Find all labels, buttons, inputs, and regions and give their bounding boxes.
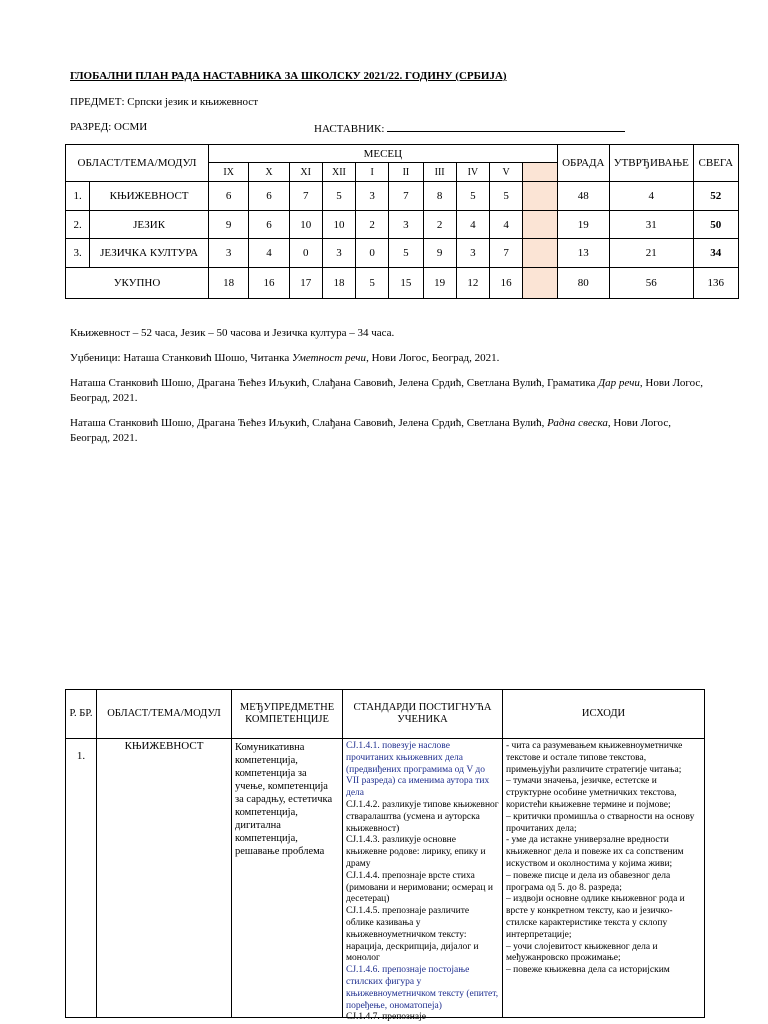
month-value: 5 [456,182,489,211]
header-svega: СВЕГА [693,145,738,182]
row-area: ЈЕЗИЧКА КУЛТУРА [90,239,209,268]
month-header: I [356,163,389,182]
header-competences: МЕЂУПРЕДМЕТНЕ КОМПЕТЕНЦИЈЕ [232,690,343,739]
grammar-title: Дар речи [598,377,640,389]
month-value: 5 [490,182,523,211]
header-utvrdjivanje: УТВРЂИВАЊЕ [609,145,693,182]
month-header: X [249,163,289,182]
row-area: КЊИЖЕВНОСТ [97,739,232,1018]
svega-value: 52 [693,182,738,211]
standard-item: СЈ.1.4.6. препознаје постојање стилских фигура у књижевноуметничком тексту (епитет, поређење, ономатопеја) [346,965,499,1011]
header-area: ОБЛАСТ/ТЕМА/МОДУЛ [97,690,232,739]
workbook-note [70,416,710,446]
total-month-value: 18 [209,268,249,299]
month-value: 3 [209,239,249,268]
textbooks-title: Уметност речи [291,352,367,364]
grammar-prefix: Наташа Станковић Шошо, Драгана Ћећез Иљукић, Слађана Савовић, Јелена Срдић, Светлана Вулић, Граматика [70,377,599,389]
standard-item: СЈ.1.4.2. разликује типове књижевног стваралаштва (усмена и ауторска књижевност) [346,799,499,834]
grammar-note [70,376,710,406]
row-number: 1. [66,739,97,1018]
month-header: XI [289,163,322,182]
standard-item: СЈ.1.4.4. препознаје врсте стиха (римовани и неримовани; осмерац и десетерац) [346,870,493,905]
obrada-value: 48 [557,182,609,211]
month-value: 3 [389,211,423,239]
row-number: 1. [66,182,90,211]
workbook-suffix: , Нови Логос, Београд, 2021. [70,417,671,444]
utvrdjivanje-value: 31 [609,211,693,239]
workbook-prefix: Наташа Станковић Шошо, Драгана Ћећез Иљукић, Слађана Савовић, Јелена Срдић, Светлана Вулић, [70,417,548,429]
month-value: 8 [423,182,456,211]
month-value: 7 [289,182,322,211]
total-month-value: 19 [423,268,456,299]
total-utvrdjivanje: 56 [609,268,693,299]
page-title: ГЛОБАЛНИ ПЛАН РАДА НАСТАВНИКА ЗА ШКОЛСКУ 2021/22. ГОДИНУ (СРБИЈА) [70,70,507,82]
svega-value: 50 [693,211,738,239]
header-month: МЕСЕЦ [209,145,558,163]
month-value: 2 [423,211,456,239]
subject-line: ПРЕДМЕТ: Српски језик и књижевност [70,96,258,108]
month-value: 3 [322,239,355,268]
standard-item: СЈ.1.4.1. повезује наслове прочитаних књижевних дела (предвиђених програмима од V до VII разреда) са именима аутора тих дела [346,741,490,799]
standard-item: СЈ.1.4.3. разликује основне књижевне родове: лирику, епику и драму [346,835,486,869]
row-number: 3. [66,239,90,268]
obrada-value: 19 [557,211,609,239]
month-value: 2 [356,211,389,239]
month-header: IX [209,163,249,182]
month-value: 4 [456,211,489,239]
month-header: XII [322,163,355,182]
month-value: 4 [490,211,523,239]
month-value: 0 [356,239,389,268]
total-month-value: 5 [356,268,389,299]
row-area: ЈЕЗИК [90,211,209,239]
outcomes-list [506,741,701,1015]
outcome-item: – уочи слојевитост књижевног дела и међужанровско прожимање; [506,941,658,964]
month-value: 5 [389,239,423,268]
workbook-title: Радна свеска [547,417,608,429]
svega-value: 34 [693,239,738,268]
table-row [66,739,705,1018]
month-value: 4 [249,239,289,268]
month-value: 9 [209,211,249,239]
utvrdjivanje-value: 21 [609,239,693,268]
textbooks-note [70,351,710,366]
month-value: 3 [356,182,389,211]
month-value: 10 [322,211,355,239]
outcomes-cell [503,739,705,1018]
empty-month-cell [523,163,557,182]
teacher-line [314,121,625,135]
competences-cell: Комуникативна компетенција, компетенција за учење, компетенција за сарадњу, естетичка компетенција, дигитална компетенција, решавање проблема [232,739,343,1018]
textbooks-suffix: , Нови Логос, Београд, 2021. [366,352,500,364]
standard-item: СЈ.1.4.7. препознаје [346,1012,426,1023]
month-header: IV [456,163,489,182]
utvrdjivanje-value: 4 [609,182,693,211]
month-value: 5 [322,182,355,211]
total-month-value: 17 [289,268,322,299]
total-svega: 136 [693,268,738,299]
total-label: УКУПНО [66,268,209,299]
empty-month-cell [523,211,557,239]
outcome-item: - чита са разумевањем књижевноуметничке текстове и остале типове текстова, примењујући различите стратегије читања; [506,741,683,775]
grade-line: РАЗРЕД: ОСМИ [70,121,148,133]
header-standards: СТАНДАРДИ ПОСТИГНУЋА УЧЕНИКА [343,690,503,739]
table-row [66,182,739,211]
textbooks-prefix: Уџбеници: Наташа Станковић Шошо, Читанка [70,352,292,364]
header-area: ОБЛАСТ/ТЕМА/МОДУЛ [66,145,209,182]
total-month-value: 16 [490,268,523,299]
month-header: II [389,163,423,182]
month-value: 6 [249,182,289,211]
header-num: Р. БР. [66,690,97,739]
month-value: 6 [249,211,289,239]
competences-table [65,689,705,1023]
outcome-item: – тумачи значења, језичке, естетске и структурне особине уметничких текстова, користећи књижевне термине и појмове; [506,776,677,810]
total-month-value: 18 [322,268,355,299]
month-value: 3 [456,239,489,268]
month-header: V [490,163,523,182]
empty-month-cell [523,268,557,299]
empty-month-cell [523,239,557,268]
month-value: 9 [423,239,456,268]
month-value: 7 [490,239,523,268]
plan-table [65,144,739,299]
grammar-suffix: , Нови Логос, Београд, 2021. [70,377,703,404]
total-month-value: 15 [389,268,423,299]
hours-note: Књижевност – 52 часа, Језик – 50 часова и Језичка култура – 34 часа. [70,327,395,339]
header-outcomes: ИСХОДИ [503,690,705,739]
row-number: 2. [66,211,90,239]
outcome-item: – издвоји основне одлике књижевног рода и врсте у конкретном тексту, као и језичко-стилске карактеристике текста у склопу интерпретације; [506,894,685,940]
outcome-item: – критички промишља о стварности на основу прочитаних дела; [506,811,695,834]
total-obrada: 80 [557,268,609,299]
month-header: III [423,163,456,182]
standard-item: СЈ.1.4.5. препознаје различите облике казивања у књижевноуметничком тексту: нарација, дескрипција, дијалог и монолог [346,906,479,964]
outcome-item: – повеже књижевна дела са историјским [506,965,670,976]
table-row [66,211,739,239]
total-month-value: 12 [456,268,489,299]
month-value: 6 [209,182,249,211]
empty-month-cell [523,182,557,211]
outcome-item: - уме да истакне универзалне вредности књижевног дела и повеже их са сопственим искуством и околностима у којима живи; [506,835,684,869]
row-area: КЊИЖЕВНОСТ [90,182,209,211]
outcome-item: – повеже писце и дела из обавезног дела програма од 5. до 8. разреда; [506,870,671,893]
month-value: 0 [289,239,322,268]
month-value: 10 [289,211,322,239]
month-value: 7 [389,182,423,211]
standards-list [346,741,499,1023]
total-month-value: 16 [249,268,289,299]
header-obrada: ОБРАДА [557,145,609,182]
table-row [66,239,739,268]
teacher-label: НАСТАВНИК: [314,123,385,135]
obrada-value: 13 [557,239,609,268]
teacher-blank [387,121,625,132]
standards-cell [343,739,503,1023]
total-row [66,268,739,299]
